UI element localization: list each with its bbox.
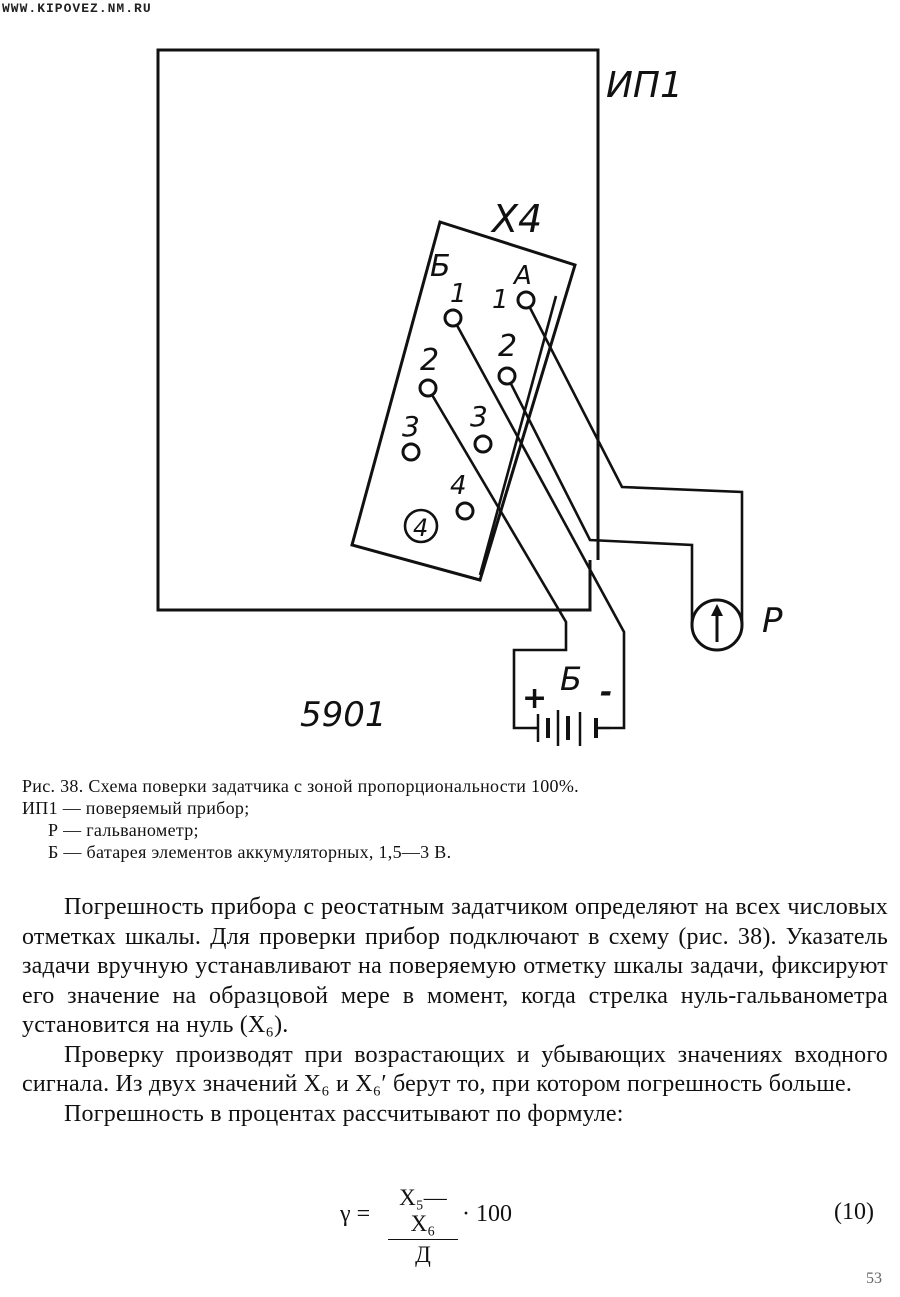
galvanometer-symbol — [692, 600, 742, 650]
pin-a4 — [457, 503, 473, 519]
battery-plus: + — [522, 681, 548, 716]
pin-a1-number: 1 — [492, 285, 509, 315]
pin-b3 — [403, 444, 419, 460]
caption-legend-galvanometer: Р — гальванометр; — [48, 820, 199, 840]
caption-legend-device: ИП1 — поверяемый прибор; — [22, 798, 250, 818]
battery-label: Б — [560, 660, 582, 698]
connector-label: Х4 — [492, 197, 543, 241]
pin-a2-number: 2 — [498, 329, 518, 364]
wire-b2-battery-plus — [428, 388, 566, 728]
device-label: ИП1 — [606, 65, 683, 106]
watermark: WWW.KIPOVEZ.NM.RU — [2, 1, 152, 16]
galvanometer-label: Р — [762, 601, 783, 641]
caption-legend-battery: Б — батарея элементов аккумуляторных, 1,5—3 В. — [48, 842, 452, 862]
pin-a3-number: 3 — [470, 400, 488, 433]
pin-a4-number: 4 — [450, 471, 467, 501]
formula-number: (10) — [834, 1199, 874, 1225]
pin-b1 — [445, 310, 461, 326]
formula-10 — [0, 1185, 900, 1267]
pin-b4-number: 4 — [413, 514, 429, 542]
pin-b3-number: 3 — [402, 410, 420, 443]
paragraph-3: Погрешность в процентах рассчитывают по формуле: — [64, 1100, 624, 1127]
pin-b2-number: 2 — [420, 343, 440, 378]
pin-a1 — [518, 292, 534, 308]
formula-denominator: Д — [415, 1242, 431, 1267]
connector-block — [352, 222, 575, 580]
column-a-label: А — [514, 261, 532, 291]
device-number: 5901 — [300, 695, 387, 735]
body-text — [22, 893, 888, 1129]
paragraph-2: Проверку производят при возрастающих и убывающих значениях входного сигнала. Из двух значений Х₆ и Х₆′ берут то, при котором погрешность больше. — [22, 1041, 888, 1097]
battery-minus: - — [600, 675, 613, 710]
paragraph-1: Погрешность прибора с реостатным задатчиком определяют на всех числовых отметках шкалы. Для проверки прибор подключают в схему (рис. 38). Указатель задачи вручную устанавливают на поверяемую отметку шкалы задачи, фиксируют его значение на образцовой мере в момент, когда стрелка нуль-гальванометра установится на нуль (Х₆). — [22, 894, 888, 1038]
formula-fraction — [388, 1185, 458, 1268]
wire-crossing — [480, 296, 556, 575]
pin-a2 — [499, 368, 515, 384]
formula-numerator: Х₅—Х₆ — [388, 1185, 458, 1240]
wire-a1-galvanometer — [526, 300, 742, 625]
pin-b1-number: 1 — [450, 279, 467, 309]
column-b-label: Б — [430, 249, 451, 284]
device-box — [158, 50, 598, 610]
figure-caption — [22, 775, 882, 863]
page-number: 53 — [866, 1270, 882, 1287]
pin-a3 — [475, 436, 491, 452]
caption-title: Рис. 38. Схема поверки задатчика с зоной пропорциональности 100%. — [22, 776, 579, 796]
formula-lhs: γ = — [340, 1201, 371, 1227]
pin-b2 — [420, 380, 436, 396]
formula-rhs: · 100 — [462, 1201, 512, 1227]
